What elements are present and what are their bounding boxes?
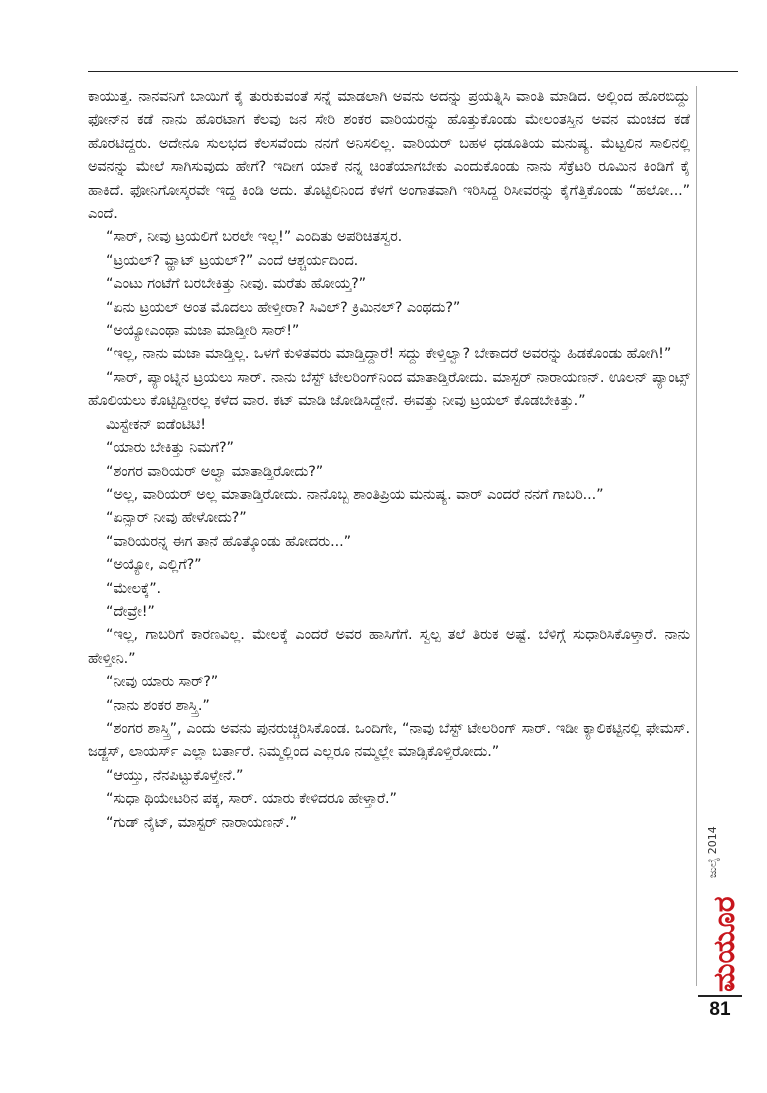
story-text-column [88, 86, 690, 835]
story-paragraph: “ದೇವ್ರೇ!” [106, 603, 155, 620]
story-paragraph: “ಮೇಲಕ್ಕೆ”. [106, 580, 162, 597]
story-paragraph: “ವಾರಿಯರನ್ನ ಈಗ ತಾನೆ ಹೊತ್ಕೊಂಡು ಹೋದರು...” [106, 533, 351, 550]
story-paragraph: “ಇಲ್ಲ, ನಾನು ಮಜಾ ಮಾಡ್ತಿಲ್ಲ. ಒಳಗೆ ಕುಳಿತವರು ಮಾಡ್ತಿದ್ದಾರೆ! ಸದ್ದು ಕೇಳ್ತಿಲ್ವಾ? ಬೇಕಾದರೆ ಅವರನ್ನು ಹಿಡಕೊಂಡು ಹೋಗಿ!” [106, 346, 672, 363]
story-paragraph: “ಆಯ್ತು, ನೆನಪಿಟ್ಟುಕೊಳ್ತೇನೆ.” [106, 767, 244, 784]
story-paragraph: “ಎಂಟು ಗಂಟೆಗೆ ಬರಬೇಕಿತ್ತು ನೀವು. ಮರೆತು ಹೋಯ್ತ?” [106, 276, 367, 293]
top-rule [88, 71, 738, 72]
story-paragraph: “ಶಂಗರ ವಾರಿಯರ್ ಅಲ್ವಾ ಮಾತಾಡ್ತಿರೋದು?” [106, 463, 324, 480]
story-paragraph: “ಸಾರ್, ಪ್ಯಾಂಟ್ನಿನ ಟ್ರಯಲು ಸಾರ್. ನಾನು ಬೆಸ್ಟ್ ಟೇಲರಿಂಗ್‌ನಿಂದ ಮಾತಾಡ್ತಿರೋದು. ಮಾಸ್ಟರ್ ನಾರಾಯಣನ್. ಊಲನ್ ಪ್ಯಾಂಟ್ಸ್ ಹೊಲಿಯಲು ಕೊಟ್ಟಿದ್ದೀರಲ್ಲ ಕಳೆದ ವಾರ. ಕಟ್ ಮಾಡಿ ಜೋಡಿಸಿದ್ದೇನೆ. ಈವತ್ತು ನೀವು ಟ್ರಯಲ್ ಕೊಡಬೇಕಿತ್ತು.” [88, 369, 690, 410]
story-paragraph: “ಸುಧಾ ಥಿಯೇಟರಿನ ಪಕ್ಕ, ಸಾರ್. ಯಾರು ಕೇಳಿದರೂ ಹೇಳ್ತಾರೆ.” [106, 791, 397, 808]
bottom-rule [698, 995, 742, 997]
story-paragraph: “ಅಯ್ಯೋಎಂಥಾ ಮಜಾ ಮಾಡ್ತೀರಿ ಸಾರ್!” [106, 323, 300, 340]
story-paragraph: “ಏನು ಟ್ರಯಲ್ ಅಂತ ಮೊದಲು ಹೇಳ್ತೀರಾ? ಸಿವಿಲ್? ಕ್ರಿಮಿನಲ್? ಎಂಥದು?” [106, 299, 461, 316]
side-rule [696, 86, 697, 986]
story-paragraph: “ಯಾರು ಬೇಕಿತ್ತು ನಿಮಗೆ?” [106, 440, 234, 457]
magazine-masthead [702, 792, 742, 996]
page-number: 81 [709, 999, 731, 1020]
story-paragraph: “ಸಾರ್, ನೀವು ಟ್ರಯಲಿಗೆ ಬರಲೇ ಇಲ್ಲ!” ಎಂದಿತು ಅಪರಿಚಿತಸ್ವರ. [106, 229, 403, 246]
story-paragraph: “ಗುಡ್ ನೈಟ್, ಮಾಸ್ಟರ್ ನಾರಾಯಣನ್.” [106, 814, 297, 831]
story-paragraph: “ಇಲ್ಲ, ಗಾಬರಿಗೆ ಕಾರಣವಿಲ್ಲ. ಮೇಲಕ್ಕೆ ಎಂದರೆ ಅವರ ಹಾಸಿಗೆಗೆ. ಸ್ವಲ್ಪ ತಲೆ ತಿರುಕ ಅಷ್ಟೆ. ಬೆಳಿಗ್ಗೆ ಸುಧಾರಿಸಿಕೊಳ್ತಾರೆ. ನಾನು ಹೇಳ್ತೀನಿ.” [88, 627, 690, 667]
story-paragraph: “ಏನ್ಸಾರ್ ನೀವು ಹೇಳೋದು?” [106, 510, 247, 527]
story-paragraph: “ಶಂಗರ ಶಾಸ್ತ್ರಿ”, ಎಂದು ಅವನು ಪುನರುಚ್ಚರಿಸಿಕೊಂಡ. ಒಂದಿಗೇ, “ನಾವು ಬೆಸ್ಟ್ ಟೇಲರಿಂಗ್ ಸಾರ್. ಇಡೀ ಕ್ಯಾಲಿಕಟ್ಟಿನಲ್ಲಿ ಫೇಮಸ್. ಜಡ್ಜಸ್, ಲಾಯರ್ಸ್ ಎಲ್ಲಾ ಬರ್ತಾರೆ. ನಿಮ್ಮಲ್ಲಿಂದ ಎಲ್ಲರೂ ನಮ್ಮಲ್ಲೇ ಮಾಡ್ಸಿಕೊಳ್ತಿರೋದು.” [88, 720, 690, 761]
masthead-vertical-text [702, 792, 742, 996]
story-paragraph: “ನೀವು ಯಾರು ಸಾರ್?” [106, 674, 219, 691]
story-paragraph: “ನಾನು ಶಂಕರ ಶಾಸ್ತ್ರಿ.” [106, 697, 210, 714]
magazine-logo: ಮಯೂರ [707, 896, 742, 992]
story-paragraph: “ಅಲ್ಲ, ವಾರಿಯರ್ ಅಲ್ಲ ಮಾತಾಡ್ತಿರೋದು. ನಾನೊಬ್ಬ ಶಾಂತಿಪ್ರಿಯ ಮನುಷ್ಯ. ವಾರ್ ಎಂದರೆ ನನಗೆ ಗಾಬರಿ...” [106, 486, 604, 503]
issue-date: ಜುಲೈ 2014 [706, 826, 719, 878]
story-paragraph: “ಅಯ್ಯೋ, ಎಲ್ಲಿಗೆ?” [106, 557, 202, 574]
story-paragraph: “ಟ್ರಯಲ್? ವ್ಹಾಟ್ ಟ್ರಯಲ್?” ಎಂದೆ ಆಶ್ಚರ್ಯದಿಂದ. [106, 252, 359, 269]
story-paragraph: ಮಿಸ್ಟೇಕನ್ ಐಡೆಂಟಿಟಿ! [106, 416, 206, 433]
story-paragraph: ಕಾಯುತ್ತ. ನಾನವನಿಗೆ ಬಾಯಿಗೆ ಕೈ ತುರುಕುವಂತೆ ಸನ್ನೆ ಮಾಡಲಾಗಿ ಅವನು ಅದನ್ನು ಪ್ರಯತ್ನಿಸಿ ವಾಂತಿ ಮಾಡಿದ. ಅಲ್ಲಿಂದ ಹೊರಬಿದ್ದು ಫೋನ್‌ನ ಕಡೆ ನಾನು ಹೊರಟಾಗ ಕೆಲವು ಜನ ಸೇರಿ ಶಂಕರ ವಾರಿಯರನ್ನು ಹೊತ್ತುಕೊಂಡು ಮೇಲಂತಸ್ತಿನ ಅವನ ಮಂಚದ ಕಡೆ ಹೊರಟಿದ್ದರು. ಅದೇನೂ ಸುಲಭದ ಕೆಲಸವೆಂದು ನನಗೆ ಅನಿಸಲಿಲ್ಲ. ವಾರಿಯರ್ ಬಹಳ ಧಡೂತಿಯ ಮನುಷ್ಯ. ಮೆಟ್ಟಲಿನ ಸಾಲಿನಲ್ಲಿ ಅವನನ್ನು ಮೇಲೆ ಸಾಗಿಸುವುದು ಹೇಗೆ? ಇದೀಗ ಯಾಕೆ ನನ್ನ ಚಿಂತೆಯಾಗಬೇಕು ಎಂದುಕೊಂಡು ನಾನು ಸೆಕ್ರೆಟರಿ ರೂಮಿನ ಕಿಂಡಿಗೆ ಕೈ ಹಾಕಿದೆ. ಫೋನಿಗೋಸ್ಕರವೇ ಇದ್ದ ಕಿಂಡಿ ಅದು. ತೊಟ್ಟಿಲಿನಿಂದ ಕೆಳಗೆ ಅಂಗಾತವಾಗಿ ಇರಿಸಿದ್ದ ರಿಸೀವರನ್ನು ಕೈಗೆತ್ತಿಕೊಂಡು “ಹಲೋ...” ಎಂದೆ. [88, 89, 690, 223]
